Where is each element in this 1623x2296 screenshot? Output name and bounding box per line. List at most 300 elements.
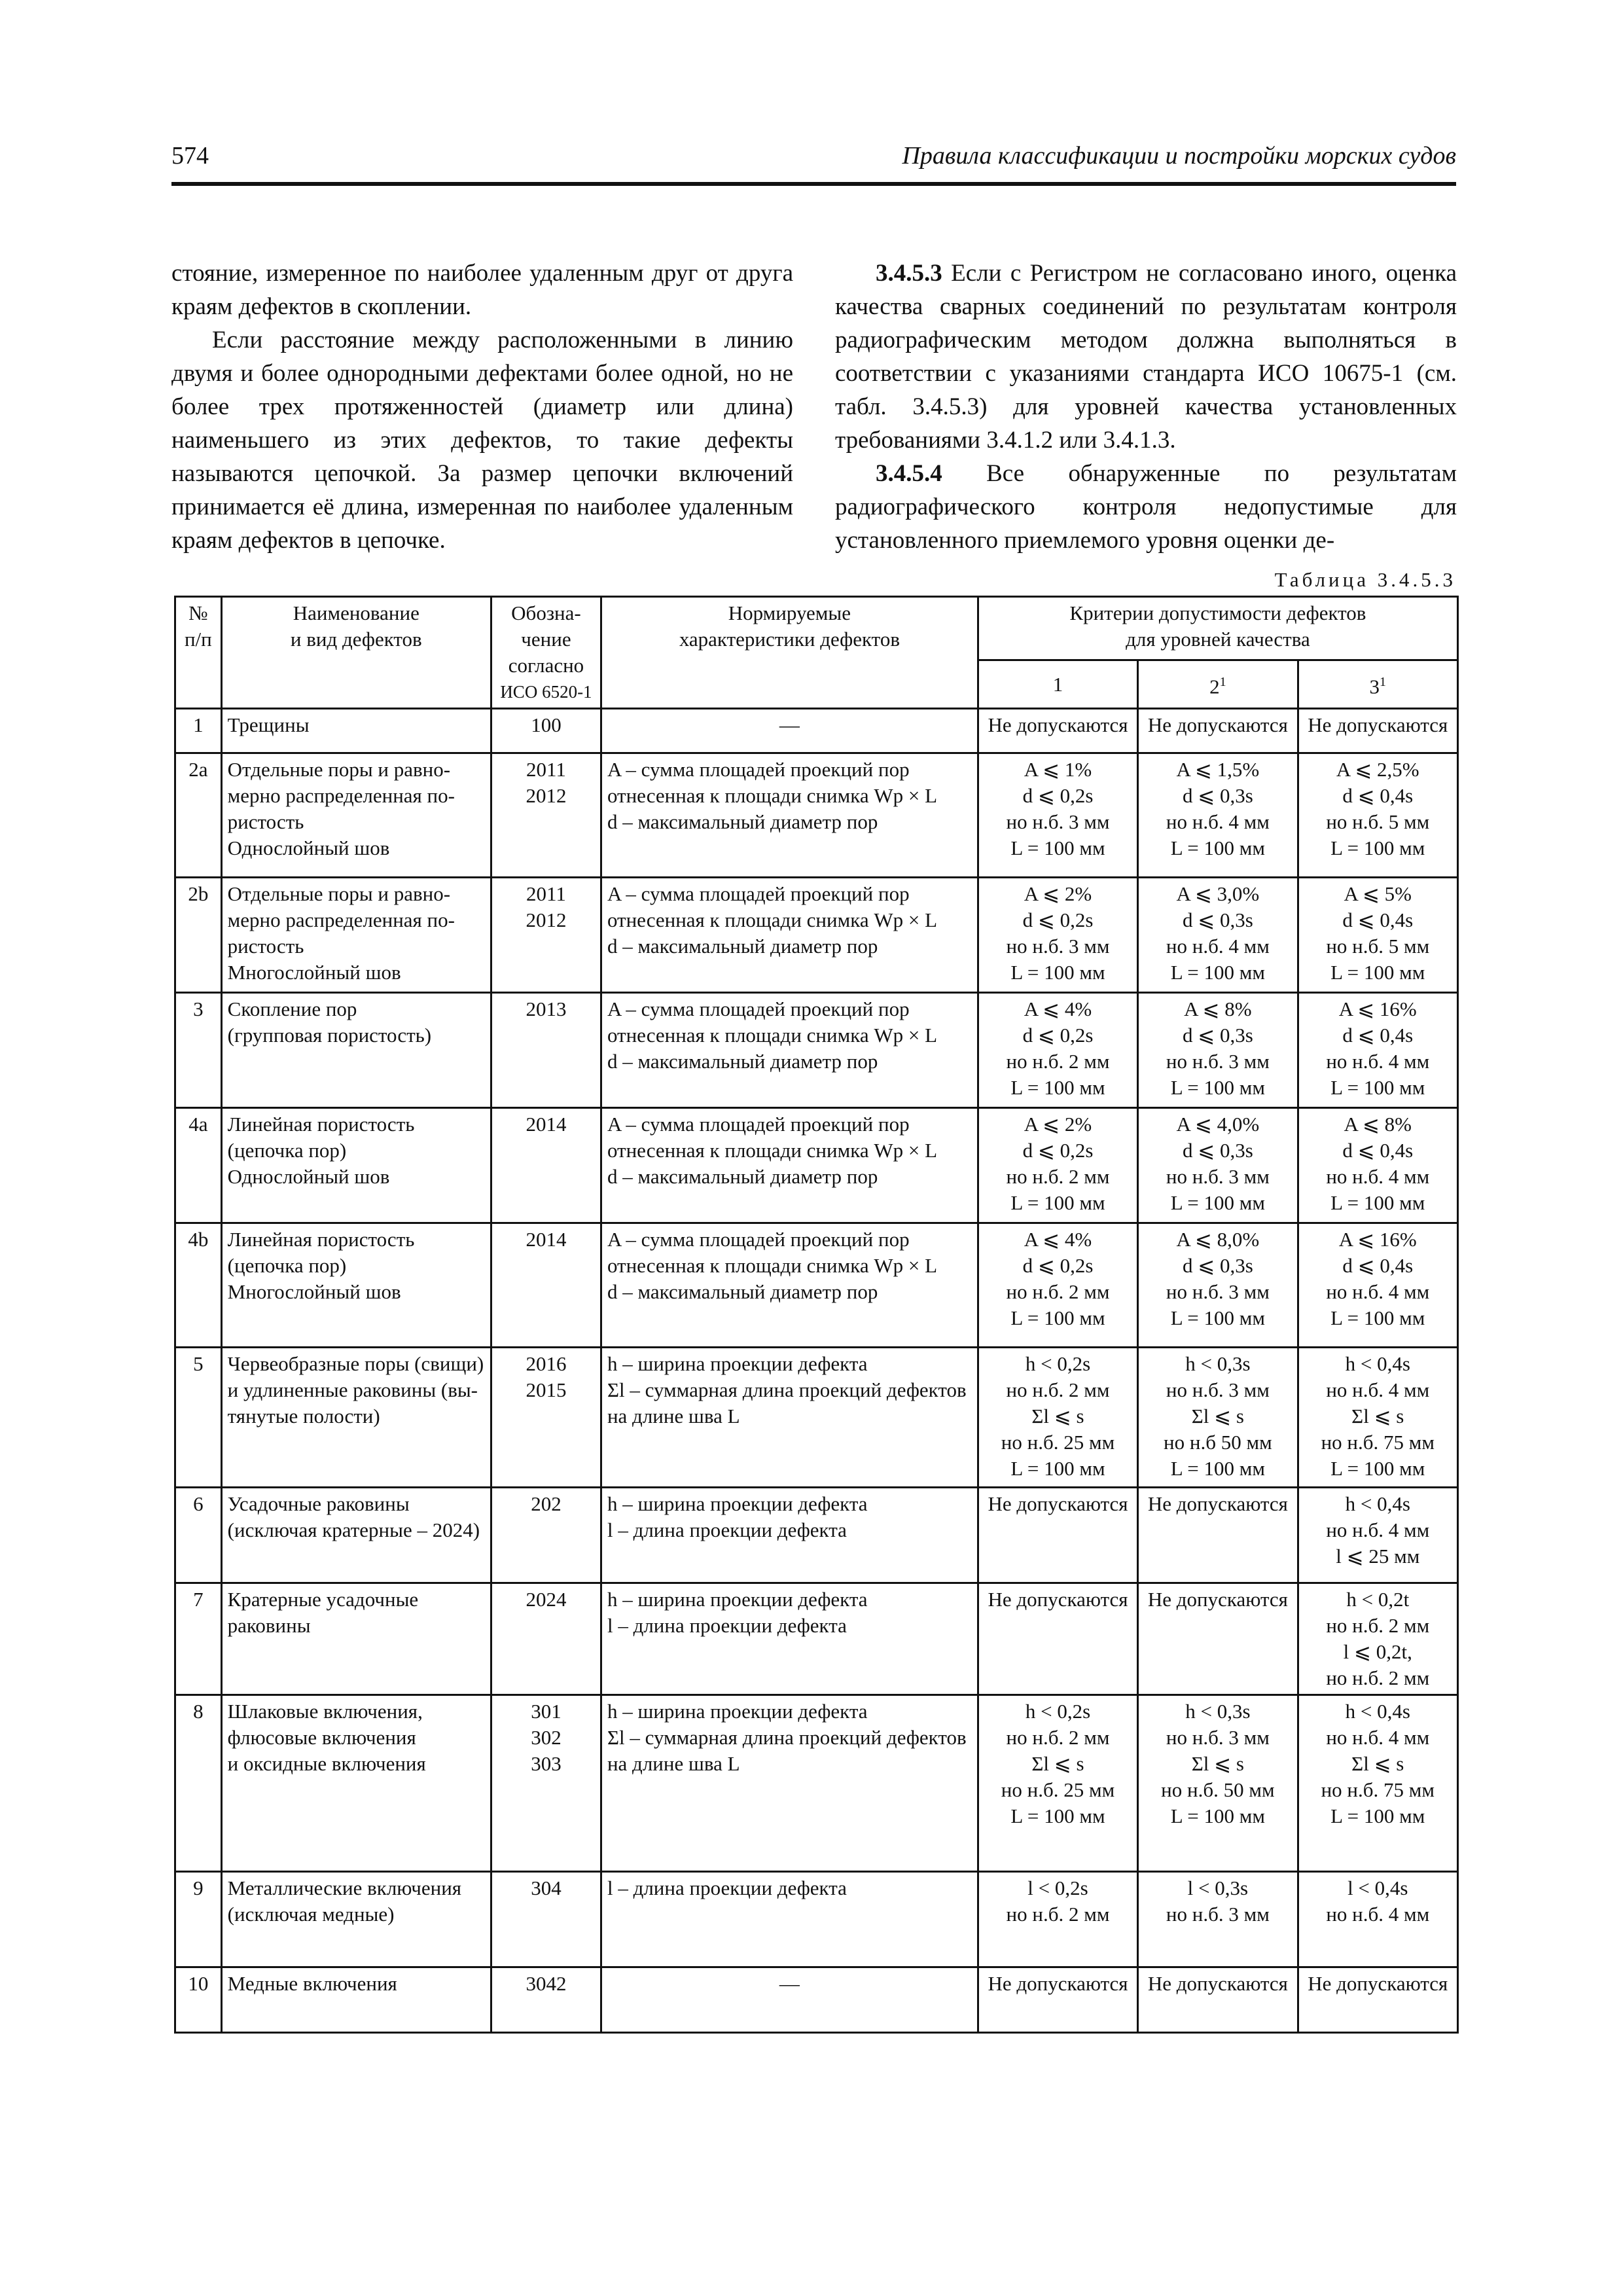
characteristics-line: Σl – суммарная длина проекций дефектов	[607, 1726, 967, 1749]
defect-name-line: Линейная пористость	[227, 1228, 415, 1251]
criteria-level-3-line: но н.б. 4 мм	[1326, 1050, 1430, 1073]
cell-defect-name	[221, 878, 491, 993]
criteria-level-1-line: d ⩽ 0,2s	[1022, 1024, 1094, 1047]
cell-criteria-level-2	[1138, 1583, 1298, 1695]
cell-iso-code	[491, 1108, 601, 1223]
characteristics-line: h – ширина проекции дефекта	[607, 1492, 868, 1515]
criteria-level-1-line: h < 0,2s	[1025, 1352, 1091, 1375]
table-row	[175, 1967, 1458, 2033]
cell-criteria-level-1	[978, 709, 1137, 753]
criteria-level-1-line: но н.б. 2 мм	[1006, 1050, 1110, 1073]
table-header	[175, 597, 1458, 709]
cell-criteria-level-3	[1298, 1108, 1457, 1223]
iso-code-line: 2015	[526, 1378, 567, 1401]
cell-criteria-level-2	[1138, 1348, 1298, 1488]
left-paragraph-1: стояние, измеренное по наиболее удаленным друг от друга краям дефектов в скоплении.	[171, 260, 793, 320]
characteristics-line: A – сумма площадей проекций пор	[607, 1113, 910, 1136]
cell-iso-code	[491, 1872, 601, 1967]
right-paragraph-1	[835, 257, 1457, 457]
iso-code-line: 2011	[526, 882, 566, 905]
criteria-level-1-line: L = 100 мм	[1010, 1306, 1105, 1329]
criteria-level-2-line: d ⩽ 0,3s	[1182, 1139, 1253, 1162]
characteristics-line: отнесенная к площади снимка Wp × L	[607, 784, 938, 807]
cell-characteristics	[601, 1967, 978, 2033]
criteria-level-1-line: но н.б. 2 мм	[1006, 1903, 1110, 1926]
criteria-level-2-line: d ⩽ 0,3s	[1182, 908, 1253, 931]
criteria-level-1-line: но н.б. 2 мм	[1006, 1378, 1110, 1401]
header-name	[221, 597, 491, 709]
cell-num: 4b	[175, 1223, 222, 1348]
table-row	[175, 1348, 1458, 1488]
criteria-level-2-line: L = 100 мм	[1170, 1804, 1265, 1827]
page-number: 574	[171, 142, 209, 170]
criteria-level-1-line: h < 0,2s	[1025, 1700, 1091, 1723]
table-row	[175, 753, 1458, 878]
criteria-level-2-line: L = 100 мм	[1170, 836, 1265, 859]
cell-criteria-level-3	[1298, 1223, 1457, 1348]
criteria-level-3-line: d ⩽ 0,4s	[1342, 908, 1414, 931]
criteria-level-3-line: но н.б. 5 мм	[1326, 935, 1430, 958]
cell-criteria-level-1	[978, 1695, 1137, 1872]
criteria-level-1-line: A ⩽ 1%	[1024, 758, 1092, 781]
criteria-level-3-line: A ⩽ 5%	[1344, 882, 1412, 905]
criteria-level-2-line: но н.б. 3 мм	[1166, 1280, 1270, 1303]
criteria-level-2-line: L = 100 мм	[1170, 1457, 1265, 1480]
defect-name-line: Шлаковые включения,	[227, 1700, 423, 1723]
criteria-level-2-line: Σl ⩽ s	[1191, 1752, 1244, 1775]
defect-name-line: (цепочка пор)	[227, 1254, 347, 1277]
characteristics-line: —	[779, 713, 800, 736]
cell-criteria-level-3	[1298, 1695, 1457, 1872]
criteria-level-3-line: но н.б. 4 мм	[1326, 1280, 1430, 1303]
characteristics-line: l – длина проекции дефекта	[607, 1614, 847, 1637]
criteria-level-1-line: Σl ⩽ s	[1031, 1752, 1084, 1775]
header-criteria-line: для уровней качества	[1126, 628, 1310, 651]
cell-characteristics	[601, 1223, 978, 1348]
cell-criteria-level-2	[1138, 1872, 1298, 1967]
right-column	[835, 257, 1457, 557]
characteristics-line: h – ширина проекции дефекта	[607, 1588, 868, 1611]
criteria-level-2-line: d ⩽ 0,3s	[1182, 1024, 1253, 1047]
criteria-level-1-line: но н.б. 2 мм	[1006, 1726, 1110, 1749]
header-name-line: и вид дефектов	[290, 628, 422, 651]
cell-defect-name	[221, 1967, 491, 2033]
cell-characteristics	[601, 878, 978, 993]
cell-num: 10	[175, 1967, 222, 2033]
cell-iso-code	[491, 709, 601, 753]
criteria-level-3-line: L = 100 мм	[1330, 961, 1425, 984]
defect-name-line: Многослойный шов	[227, 1280, 401, 1303]
iso-code-line: 2012	[526, 784, 567, 807]
criteria-level-1-line: d ⩽ 0,2s	[1022, 908, 1094, 931]
defect-name-line: ристость	[227, 935, 304, 958]
iso-code-line: 2016	[526, 1352, 567, 1375]
header-char-line: характеристики дефектов	[679, 628, 900, 651]
header-level-2-label: 2	[1209, 675, 1220, 698]
table-row	[175, 1583, 1458, 1695]
criteria-level-3-line: но н.б. 4 мм	[1326, 1726, 1430, 1749]
cell-criteria-level-2	[1138, 1223, 1298, 1348]
criteria-level-3-line: L = 100 мм	[1330, 1191, 1425, 1214]
criteria-level-2-line: A ⩽ 1,5%	[1176, 758, 1260, 781]
criteria-level-2-line: L = 100 мм	[1170, 961, 1265, 984]
criteria-level-3-line: Не допускаются	[1308, 713, 1448, 736]
criteria-level-1-line: Не допускаются	[988, 1972, 1128, 1995]
cell-num: 2a	[175, 753, 222, 878]
table-row	[175, 1695, 1458, 1872]
defect-name-line: Медные включения	[227, 1972, 397, 1995]
iso-code-line: 2011	[526, 758, 566, 781]
defect-name-line: Скопление пор	[227, 997, 357, 1020]
defect-criteria-table	[174, 596, 1459, 2034]
cell-iso-code	[491, 1348, 601, 1488]
cell-criteria-level-1	[978, 1872, 1137, 1967]
section-number-3-4-5-4: 3.4.5.4	[876, 460, 942, 487]
cell-iso-code	[491, 753, 601, 878]
criteria-level-2-line: d ⩽ 0,3s	[1182, 784, 1253, 807]
criteria-level-3-line: h < 0,2t	[1346, 1588, 1410, 1611]
iso-code-line: 2014	[526, 1228, 567, 1251]
cell-criteria-level-1	[978, 1967, 1137, 2033]
criteria-level-1-line: L = 100 мм	[1010, 1191, 1105, 1214]
cell-characteristics	[601, 1695, 978, 1872]
characteristics-line: A – сумма площадей проекций пор	[607, 997, 910, 1020]
cell-defect-name	[221, 1488, 491, 1583]
cell-criteria-level-3	[1298, 753, 1457, 878]
cell-characteristics	[601, 1583, 978, 1695]
cell-defect-name	[221, 709, 491, 753]
criteria-level-3-line: но н.б. 4 мм	[1326, 1518, 1430, 1541]
header-level-3-footnote: 1	[1380, 674, 1387, 689]
criteria-level-1-line: d ⩽ 0,2s	[1022, 784, 1094, 807]
table-row	[175, 709, 1458, 753]
iso-code-line: 303	[531, 1752, 562, 1775]
cell-defect-name	[221, 1108, 491, 1223]
cell-iso-code	[491, 1967, 601, 2033]
cell-criteria-level-2	[1138, 1695, 1298, 1872]
header-criteria-line: Критерии допустимости дефектов	[1069, 601, 1366, 624]
defect-name-line: ристость	[227, 810, 304, 833]
header-code-line: согласно	[508, 654, 584, 677]
criteria-level-1-line: A ⩽ 4%	[1024, 997, 1092, 1020]
criteria-level-2-line: но н.б 50 мм	[1164, 1431, 1272, 1454]
criteria-level-3-line: d ⩽ 0,4s	[1342, 1139, 1414, 1162]
cell-defect-name	[221, 1348, 491, 1488]
criteria-level-3-line: Не допускаются	[1308, 1972, 1448, 1995]
criteria-level-1-line: A ⩽ 4%	[1024, 1228, 1092, 1251]
criteria-level-1-line: d ⩽ 0,2s	[1022, 1139, 1094, 1162]
defect-name-line: Червеобразные поры (свищи)	[227, 1352, 484, 1375]
criteria-level-2-line: но н.б. 3 мм	[1166, 1903, 1270, 1926]
cell-criteria-level-1	[978, 993, 1137, 1108]
criteria-level-2-line: но н.б. 3 мм	[1166, 1378, 1270, 1401]
criteria-level-3-line: d ⩽ 0,4s	[1342, 1024, 1414, 1047]
header-criteria	[978, 597, 1457, 660]
cell-criteria-level-2	[1138, 1108, 1298, 1223]
left-paragraph-2: Если расстояние между расположенными в линию двумя и более однородными дефектами более одной, но не более трех протяженностей (диаметр или длина) наименьшего из этих дефектов, то такие дефекты называются цепочкой. За размер цепочки включений принимается её длина, измеренная по наиболее удаленным краям дефектов в цепочке.	[171, 327, 793, 554]
criteria-level-3-line: Σl ⩽ s	[1351, 1752, 1404, 1775]
defect-name-line: (исключая кратерные – 2024)	[227, 1518, 480, 1541]
criteria-level-1-line: Σl ⩽ s	[1031, 1405, 1084, 1427]
characteristics-line: A – сумма площадей проекций пор	[607, 882, 910, 905]
cell-criteria-level-1	[978, 878, 1137, 993]
criteria-level-2-line: A ⩽ 8%	[1184, 997, 1252, 1020]
cell-criteria-level-3	[1298, 1872, 1457, 1967]
criteria-level-3-line: l ⩽ 25 мм	[1336, 1545, 1420, 1568]
cell-characteristics	[601, 709, 978, 753]
criteria-level-1-line: L = 100 мм	[1010, 1076, 1105, 1099]
criteria-level-1-line: но н.б. 25 мм	[1001, 1778, 1115, 1801]
characteristics-line: A – сумма площадей проекций пор	[607, 1228, 910, 1251]
criteria-level-1-line: но н.б. 3 мм	[1006, 810, 1110, 833]
criteria-level-2-line: A ⩽ 8,0%	[1176, 1228, 1260, 1251]
header-name-line: Наименование	[293, 601, 419, 624]
table-row	[175, 1872, 1458, 1967]
criteria-level-3-line: L = 100 мм	[1330, 1076, 1425, 1099]
criteria-level-1-line: но н.б. 2 мм	[1006, 1165, 1110, 1188]
cell-characteristics	[601, 1488, 978, 1583]
header-num-line: п/п	[184, 628, 212, 651]
defect-name-line: Металлические включения	[227, 1876, 462, 1899]
criteria-level-2-line: d ⩽ 0,3s	[1182, 1254, 1253, 1277]
criteria-level-1-line: L = 100 мм	[1010, 961, 1105, 984]
defect-name-line: Отдельные поры и равно-	[227, 882, 451, 905]
table-row	[175, 1488, 1458, 1583]
iso-code-line: 2014	[526, 1113, 567, 1136]
characteristics-line: отнесенная к площади снимка Wp × L	[607, 908, 938, 931]
characteristics-line: отнесенная к площади снимка Wp × L	[607, 1024, 938, 1047]
left-column	[171, 257, 793, 557]
header-code	[491, 597, 601, 709]
cell-criteria-level-3	[1298, 1348, 1457, 1488]
cell-num: 1	[175, 709, 222, 753]
criteria-level-2-line: L = 100 мм	[1170, 1191, 1265, 1214]
right-paragraph-2-text: Все обнаруженные по результатам радиографического контроля недопустимые для установленного приемлемого уровня оценки де-	[835, 460, 1457, 554]
header-level-2-footnote: 1	[1219, 674, 1226, 689]
criteria-level-2-line: h < 0,3s	[1185, 1352, 1251, 1375]
table-row	[175, 1223, 1458, 1348]
cell-iso-code	[491, 1488, 601, 1583]
header-code-line: чение	[521, 628, 571, 651]
cell-criteria-level-3	[1298, 709, 1457, 753]
characteristics-line: отнесенная к площади снимка Wp × L	[607, 1139, 938, 1162]
criteria-level-1-line: Не допускаются	[988, 1588, 1128, 1611]
iso-code-line: 202	[531, 1492, 562, 1515]
defect-name-line: тянутые полости)	[227, 1405, 380, 1427]
criteria-level-3-line: но н.б. 75 мм	[1321, 1431, 1435, 1454]
defect-name-line: и оксидные включения	[227, 1752, 426, 1775]
cell-num: 9	[175, 1872, 222, 1967]
header-characteristics	[601, 597, 978, 709]
criteria-level-1-line: A ⩽ 2%	[1024, 1113, 1092, 1136]
criteria-level-3-line: L = 100 мм	[1330, 1457, 1425, 1480]
defect-name-line: флюсовые включения	[227, 1726, 416, 1749]
defect-name-line: Однослойный шов	[227, 836, 390, 859]
criteria-level-1-line: L = 100 мм	[1010, 1804, 1105, 1827]
characteristics-line: Σl – суммарная длина проекций дефектов	[607, 1378, 967, 1401]
iso-code-line: 2012	[526, 908, 567, 931]
criteria-level-2-line: но н.б. 4 мм	[1166, 810, 1270, 833]
cell-criteria-level-2	[1138, 878, 1298, 993]
defect-name-line: (исключая медные)	[227, 1903, 395, 1926]
criteria-level-3-line: A ⩽ 16%	[1338, 1228, 1417, 1251]
criteria-level-1-line: но н.б. 25 мм	[1001, 1431, 1115, 1454]
header-num	[175, 597, 222, 709]
section-number-3-4-5-3: 3.4.5.3	[876, 260, 942, 287]
cell-criteria-level-1	[978, 1108, 1137, 1223]
criteria-level-3-line: но н.б. 75 мм	[1321, 1778, 1435, 1801]
cell-iso-code	[491, 1223, 601, 1348]
iso-code-line: 301	[531, 1700, 562, 1723]
cell-defect-name	[221, 753, 491, 878]
cell-num: 3	[175, 993, 222, 1108]
criteria-level-3-line: h < 0,4s	[1345, 1700, 1410, 1723]
defect-name-line: Многослойный шов	[227, 961, 401, 984]
iso-code-line: 2013	[526, 997, 567, 1020]
characteristics-line: h – ширина проекции дефекта	[607, 1352, 868, 1375]
cell-iso-code	[491, 993, 601, 1108]
cell-criteria-level-2	[1138, 993, 1298, 1108]
header-level-1	[978, 660, 1137, 709]
header-code-line: ИСО 6520-1	[500, 682, 592, 702]
criteria-level-1-line: но н.б. 2 мм	[1006, 1280, 1110, 1303]
iso-code-line: 3042	[526, 1972, 567, 1995]
characteristics-line: d – максимальный диаметр пор	[607, 935, 878, 958]
cell-criteria-level-2	[1138, 1967, 1298, 2033]
criteria-level-2-line: но н.б. 4 мм	[1166, 935, 1270, 958]
cell-characteristics	[601, 1872, 978, 1967]
right-paragraph-2	[835, 457, 1457, 557]
criteria-level-2-line: но н.б. 3 мм	[1166, 1050, 1270, 1073]
cell-defect-name	[221, 1695, 491, 1872]
criteria-level-2-line: L = 100 мм	[1170, 1076, 1265, 1099]
criteria-level-3-line: но н.б. 2 мм	[1326, 1614, 1430, 1637]
page-header	[171, 141, 1456, 186]
cell-criteria-level-1	[978, 1583, 1137, 1695]
defect-name-line: и удлиненные раковины (вы-	[227, 1378, 478, 1401]
cell-criteria-level-2	[1138, 709, 1298, 753]
header-code-line: Обозна-	[511, 601, 581, 624]
criteria-level-1-line: l < 0,2s	[1027, 1876, 1088, 1899]
characteristics-line: —	[779, 1972, 800, 1995]
cell-characteristics	[601, 1348, 978, 1488]
criteria-level-3-line: но н.б. 2 мм	[1326, 1666, 1430, 1689]
cell-defect-name	[221, 1872, 491, 1967]
defect-name-line: Трещины	[227, 713, 310, 736]
criteria-level-2-line: но н.б. 50 мм	[1161, 1778, 1275, 1801]
criteria-level-2-line: L = 100 мм	[1170, 1306, 1265, 1329]
iso-code-line: 100	[531, 713, 562, 736]
criteria-level-2-line: Не допускаются	[1147, 1972, 1288, 1995]
cell-iso-code	[491, 878, 601, 993]
criteria-level-3-line: но н.б. 5 мм	[1326, 810, 1430, 833]
defect-name-line: (цепочка пор)	[227, 1139, 347, 1162]
criteria-level-1-line: L = 100 мм	[1010, 836, 1105, 859]
criteria-level-3-line: L = 100 мм	[1330, 836, 1425, 859]
characteristics-line: d – максимальный диаметр пор	[607, 810, 878, 833]
header-char-line: Нормируемые	[728, 601, 851, 624]
table-row	[175, 993, 1458, 1108]
cell-criteria-level-1	[978, 753, 1137, 878]
criteria-level-3-line: но н.б. 4 мм	[1326, 1165, 1430, 1188]
cell-num: 4a	[175, 1108, 222, 1223]
criteria-level-3-line: Σl ⩽ s	[1351, 1405, 1404, 1427]
running-title: Правила классификации и постройки морских судов	[902, 142, 1456, 170]
cell-characteristics	[601, 1108, 978, 1223]
cell-criteria-level-1	[978, 1348, 1137, 1488]
cell-characteristics	[601, 993, 978, 1108]
cell-criteria-level-3	[1298, 993, 1457, 1108]
characteristics-line: A – сумма площадей проекций пор	[607, 758, 910, 781]
characteristics-line: на длине шва L	[607, 1405, 740, 1427]
cell-criteria-level-3	[1298, 1488, 1457, 1583]
cell-criteria-level-3	[1298, 878, 1457, 993]
criteria-level-1-line: Не допускаются	[988, 1492, 1128, 1515]
criteria-level-2-line: h < 0,3s	[1185, 1700, 1251, 1723]
criteria-level-1-line: L = 100 мм	[1010, 1457, 1105, 1480]
defect-name-line: Кратерные усадочные раковины	[227, 1588, 419, 1637]
characteristics-line: l – длина проекции дефекта	[607, 1876, 847, 1899]
criteria-level-3-line: но н.б. 4 мм	[1326, 1903, 1430, 1926]
header-level-3	[1298, 660, 1457, 709]
cell-defect-name	[221, 1583, 491, 1695]
cell-criteria-level-3	[1298, 1583, 1457, 1695]
cell-num: 8	[175, 1695, 222, 1872]
criteria-level-2-line: Не допускаются	[1147, 713, 1288, 736]
defect-name-line: Усадочные раковины	[227, 1492, 410, 1515]
criteria-level-3-line: l < 0,4s	[1347, 1876, 1408, 1899]
table-caption: Таблица 3.4.5.3	[1274, 568, 1456, 591]
criteria-level-3-line: L = 100 мм	[1330, 1804, 1425, 1827]
characteristics-line: l – длина проекции дефекта	[607, 1518, 847, 1541]
criteria-level-3-line: h < 0,4s	[1345, 1492, 1410, 1515]
criteria-level-2-line: Не допускаются	[1147, 1492, 1288, 1515]
cell-criteria-level-3	[1298, 1967, 1457, 2033]
characteristics-line: d – максимальный диаметр пор	[607, 1280, 878, 1303]
cell-num: 7	[175, 1583, 222, 1695]
defect-name-line: (групповая пористость)	[227, 1024, 432, 1047]
cell-num: 2b	[175, 878, 222, 993]
criteria-level-3-line: L = 100 мм	[1330, 1306, 1425, 1329]
header-level-2	[1138, 660, 1298, 709]
criteria-level-3-line: d ⩽ 0,4s	[1342, 1254, 1414, 1277]
criteria-level-1-line: Не допускаются	[988, 713, 1128, 736]
characteristics-line: d – максимальный диаметр пор	[607, 1050, 878, 1073]
cell-characteristics	[601, 753, 978, 878]
criteria-level-3-line: h < 0,4s	[1345, 1352, 1410, 1375]
criteria-level-2-line: l < 0,3s	[1187, 1876, 1249, 1899]
criteria-level-1-line: d ⩽ 0,2s	[1022, 1254, 1094, 1277]
cell-criteria-level-1	[978, 1488, 1137, 1583]
cell-defect-name	[221, 1223, 491, 1348]
defect-name-line: мерно распределенная по-	[227, 908, 455, 931]
criteria-level-3-line: A ⩽ 16%	[1338, 997, 1417, 1020]
criteria-level-2-line: A ⩽ 3,0%	[1176, 882, 1260, 905]
characteristics-line: h – ширина проекции дефекта	[607, 1700, 868, 1723]
cell-criteria-level-2	[1138, 753, 1298, 878]
iso-code-line: 302	[531, 1726, 562, 1749]
table-row	[175, 878, 1458, 993]
criteria-level-2-line: но н.б. 3 мм	[1166, 1726, 1270, 1749]
criteria-level-1-line: но н.б. 3 мм	[1006, 935, 1110, 958]
header-level-1-label: 1	[1052, 672, 1063, 696]
iso-code-line: 2024	[526, 1588, 567, 1611]
criteria-level-2-line: Σl ⩽ s	[1191, 1405, 1244, 1427]
criteria-level-3-line: но н.б. 4 мм	[1326, 1378, 1430, 1401]
defect-name-line: Отдельные поры и равно-	[227, 758, 451, 781]
cell-criteria-level-2	[1138, 1488, 1298, 1583]
criteria-level-2-line: Не допускаются	[1147, 1588, 1288, 1611]
